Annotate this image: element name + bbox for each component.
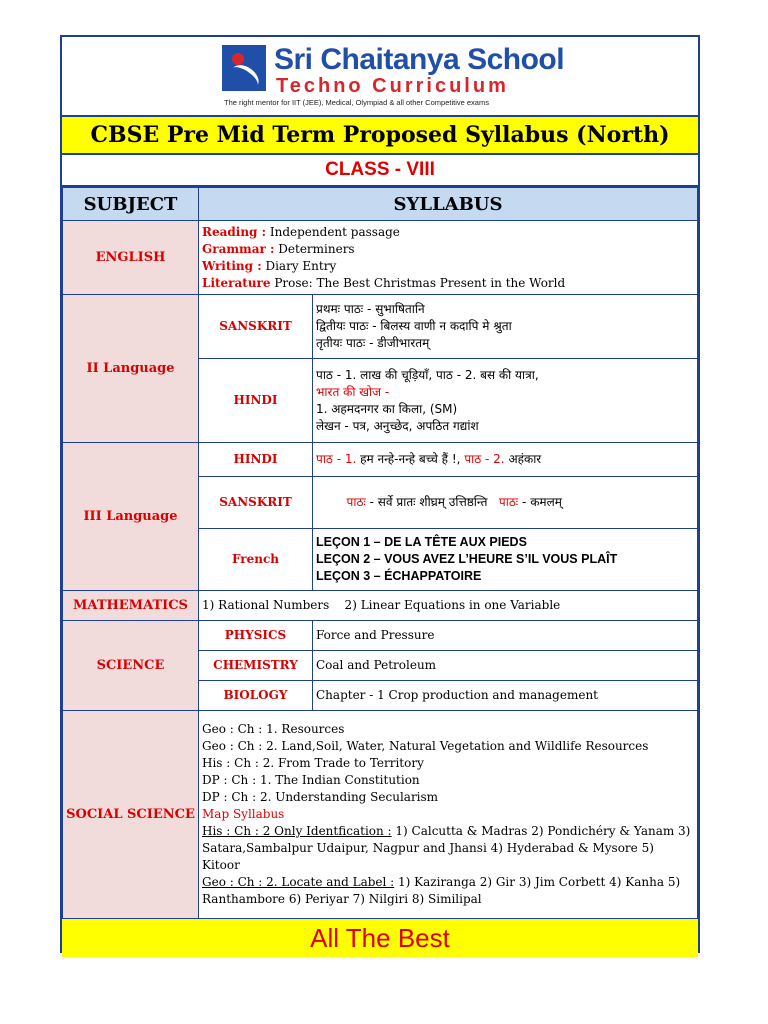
syllabus-table	[62, 187, 698, 919]
sub-biology: BIOLOGY	[199, 681, 313, 711]
biology-syllabus: Chapter - 1 Crop production and management	[313, 681, 698, 711]
table-row	[63, 221, 698, 295]
syllabus-header: SYLLABUS	[199, 188, 698, 221]
list-item: DP : Ch : 2. Understanding Secularism	[202, 790, 439, 804]
brand-tagline: The right mentor for IIT (JEE), Medical, Olympiad & all other Competitive exams	[224, 98, 489, 107]
french-syllabus: LEÇON 1 – DE LA TÊTE AUX PIEDS LEÇON 2 – VOUS AVEZ L’HEURE S’IL VOUS PLAÎT LEÇON 3 – ÉCHAPPATOIRE	[313, 529, 698, 591]
list-item: Literature Prose: The Best Christmas Present in the World	[202, 275, 566, 290]
subject-header: SUBJECT	[63, 188, 199, 221]
list-item: Geo : Ch : 2. Locate and Label : 1) Kaziranga 2) Gir 3) Jim Corbett 4) Kanha 5) Ranthambore 6) Periyar 7) Nilgiri 8) Similipal	[202, 875, 681, 906]
list-item: Grammar : Determiners	[202, 241, 355, 256]
mathematics-syllabus: 1) Rational Numbers 2) Linear Equations in one Variable	[199, 591, 698, 621]
physics-syllabus: Force and Pressure	[313, 621, 698, 651]
sub-sanskrit: SANSKRIT	[199, 295, 313, 359]
sub-sanskrit-3: SANSKRIT	[199, 477, 313, 529]
table-row	[63, 711, 698, 919]
brand-name: Sri Chaitanya School	[274, 43, 565, 76]
list-item: Reading : Independent passage	[202, 224, 400, 239]
subject-social-science: SOCIAL SCIENCE	[63, 711, 199, 919]
map-syllabus-heading: Map Syllabus	[202, 807, 285, 821]
list-item: DP : Ch : 1. The Indian Constitution	[202, 773, 420, 787]
syllabus-sheet	[60, 35, 700, 953]
school-header	[62, 37, 698, 117]
social-science-syllabus	[199, 711, 698, 919]
class-label: CLASS - VIII	[62, 155, 698, 187]
hindi-syllabus: पाठ - 1. लाख की चूड़ियाँ, पाठ - 2. बस की यात्रा, भारत की खोज - 1. अहमदनगर का किला, (SM) लेखन - पत्र, अनुच्छेद, अपठित गद्यांश	[313, 359, 698, 443]
sanskrit-syllabus: प्रथमः पाठः - सुभाषितानि द्वितीयः पाठः - बिलस्य वाणी न कदापि मे श्रुता तृतीयः पाठः - डीजीभारतम्	[313, 295, 698, 359]
hindi-3-syllabus: पाठ - 1. हम नन्हे-नन्हे बच्चे हैं !, पाठ - 2. अहंकार	[313, 443, 698, 477]
subject-science: SCIENCE	[63, 621, 199, 711]
sub-hindi-3: HINDI	[199, 443, 313, 477]
sub-chemistry: CHEMISTRY	[199, 651, 313, 681]
school-logo-icon	[222, 45, 266, 91]
brand-subtitle: Techno Curriculum	[276, 75, 509, 97]
list-item: His : Ch : 2 Only Identfication : 1) Calcutta & Madras 2) Pondichéry & Yanam 3) Satara,Sambalpur Udaipur, Nagpur and Jhansi 4) Hyderabad & Mysore 5) Kitoor	[202, 824, 691, 872]
subject-mathematics: MATHEMATICS	[63, 591, 199, 621]
table-row	[63, 621, 698, 651]
subject-second-language: II Language	[63, 295, 199, 443]
sub-french: French	[199, 529, 313, 591]
table-row	[63, 443, 698, 477]
subject-english: ENGLISH	[63, 221, 199, 295]
list-item: Writing : Diary Entry	[202, 258, 337, 273]
chemistry-syllabus: Coal and Petroleum	[313, 651, 698, 681]
list-item: His : Ch : 2. From Trade to Territory	[202, 756, 424, 770]
list-item: Geo : Ch : 2. Land,Soil, Water, Natural Vegetation and Wildlife Resources	[202, 739, 649, 753]
footer-all-the-best: All The Best	[62, 919, 698, 957]
sub-physics: PHYSICS	[199, 621, 313, 651]
english-syllabus	[199, 221, 698, 295]
table-row	[63, 295, 698, 359]
table-row	[63, 591, 698, 621]
subject-third-language: III Language	[63, 443, 199, 591]
sub-hindi: HINDI	[199, 359, 313, 443]
list-item: Geo : Ch : 1. Resources	[202, 722, 345, 736]
page-title: CBSE Pre Mid Term Proposed Syllabus (North)	[62, 117, 698, 155]
sanskrit-3-syllabus: पाठः - सर्वे प्रातः शीघ्रम् उत्तिष्ठन्ति पाठः - कमलम्	[313, 477, 698, 529]
table-header-row	[63, 188, 698, 221]
